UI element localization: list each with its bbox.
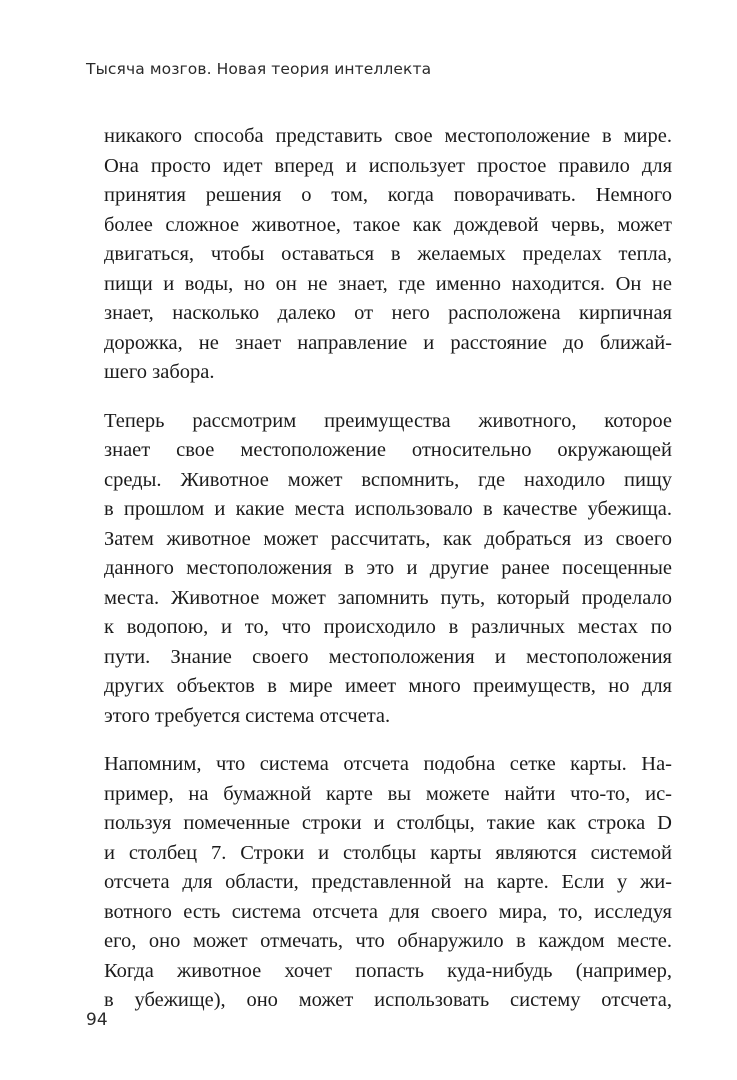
text-line: Затем животное может рассчитать, как добраться из своего	[104, 527, 672, 550]
page-number: 94	[86, 1010, 108, 1030]
text-line: отсчета для области, представленной на карте. Если у жи-	[104, 871, 672, 893]
text-line: этого требуется система отсчета.	[104, 704, 391, 727]
text-line: знает, насколько далеко от него расположена кирпичная	[104, 302, 672, 324]
text-line: никакого способа представить свое местоположение в мире.	[104, 125, 672, 147]
running-head-title: Тысяча мозгов. Новая теория интеллекта	[86, 60, 432, 78]
text-line: пользуя помеченные строки и столбцы, такие как строка D	[104, 812, 672, 834]
text-line: Когда животное хочет попасть куда-нибудь (например,	[104, 959, 672, 982]
text-line: данного местоположения в это и другие ранее посещенные	[104, 557, 672, 579]
text-line: Теперь рассмотрим преимущества животного, которое	[104, 409, 672, 432]
text-line: дорожка, не знает направление и расстояние до ближай-	[104, 331, 672, 354]
text-line: места. Животное может запомнить путь, который проделало	[104, 586, 672, 609]
text-line: в прошлом и какие места использовало в качестве убежища.	[104, 498, 672, 520]
body-text	[104, 122, 672, 1035]
text-line: более сложное животное, такое как дождевой червь, может	[104, 213, 672, 236]
text-line: в убежище), оно может использовать систему отсчета,	[104, 989, 672, 1011]
text-line: и столбец 7. Строки и столбцы карты являются системой	[104, 841, 672, 864]
paragraph-2	[104, 407, 672, 732]
text-line: пути. Знание своего местоположения и местоположения	[104, 645, 672, 668]
text-line: знает свое местоположение относительно окружающей	[104, 439, 672, 461]
text-line: шего забора.	[104, 361, 215, 383]
text-line: Напомним, что система отсчета подобна сетке карты. На-	[104, 753, 672, 775]
text-line: двигаться, чтобы оставаться в желаемых пределах тепла,	[104, 243, 672, 265]
text-line: пищи и воды, но он не знает, где именно находится. Он не	[104, 272, 672, 295]
text-line: среды. Животное может вспомнить, где находило пищу	[104, 468, 672, 491]
text-line: принятия решения о том, когда поворачивать. Немного	[104, 184, 672, 206]
text-line: пример, на бумажной карте вы можете найти что-то, ис-	[104, 782, 672, 805]
text-line: других объектов в мире имеет много преимуществ, но для	[104, 675, 672, 697]
paragraph-1	[104, 122, 672, 388]
text-line: Она просто идет вперед и использует простое правило для	[104, 154, 672, 177]
text-line: вотного есть система отсчета для своего мира, то, исследуя	[104, 900, 672, 923]
paragraph-3	[104, 750, 672, 1016]
text-line: к водопою, и то, что происходило в различных местах по	[104, 616, 672, 638]
text-line: его, оно может отмечать, что обнаружило в каждом месте.	[104, 930, 672, 952]
